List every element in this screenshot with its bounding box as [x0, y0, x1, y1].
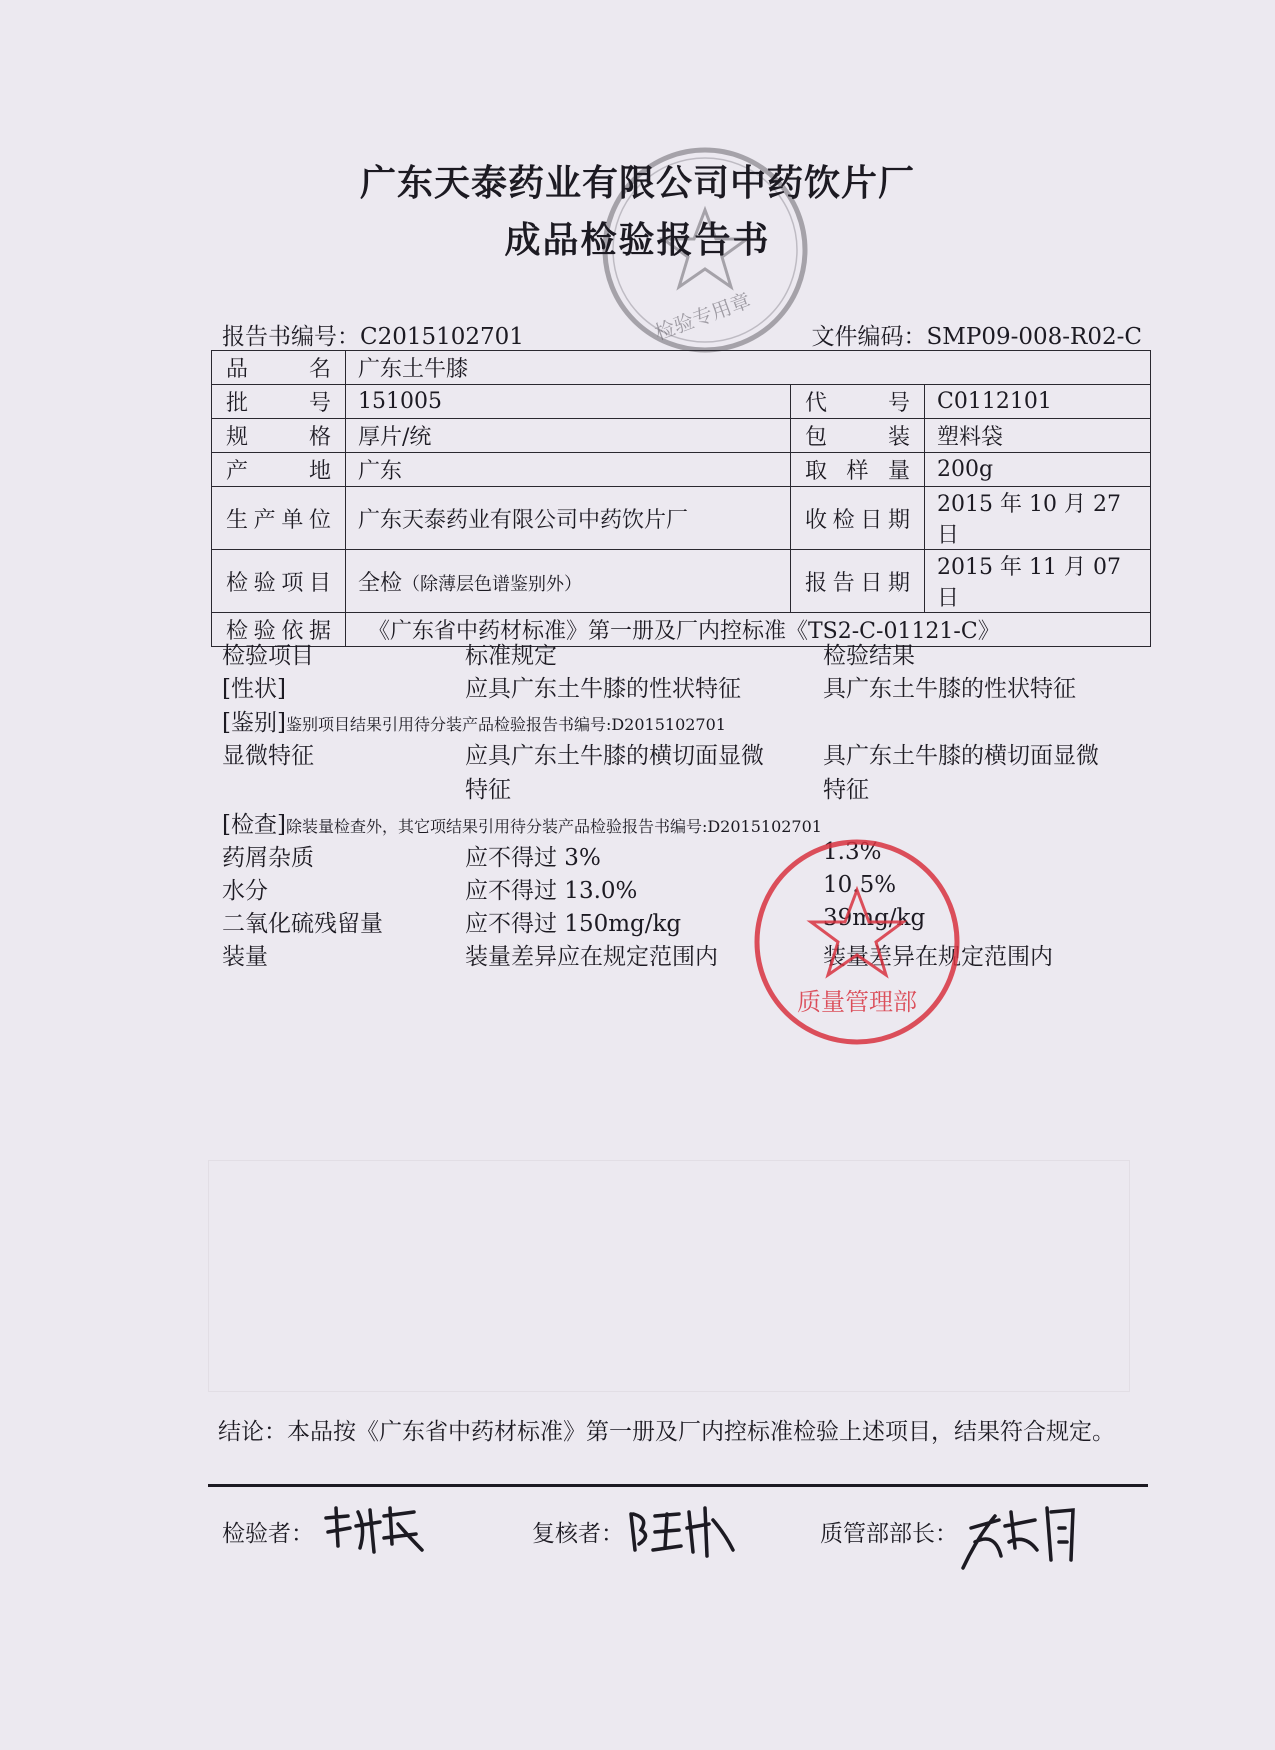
- conclusion-text: 结论：本品按《广东省中药材标准》第一册及厂内控标准检验上述项目，结果符合规定。: [218, 1419, 1115, 1445]
- file-code-value: SMP09-008-R02-C: [926, 324, 1142, 350]
- report-date-value: 2015 年 11 月 07 日: [925, 550, 1151, 613]
- items-value: [346, 550, 791, 613]
- impurity-result: 1.3%: [823, 839, 882, 865]
- micro-standard-line2: 特征: [465, 777, 511, 803]
- identify-label: [鉴别]: [222, 710, 286, 736]
- items-label: 检验项目: [212, 550, 346, 613]
- col-result-header: 检验结果: [823, 643, 915, 669]
- show-through-table-ghost: [208, 1160, 1130, 1392]
- file-code: [812, 318, 1142, 351]
- table-row: [212, 550, 1151, 613]
- report-number: [222, 318, 524, 351]
- water-label: 水分: [222, 878, 268, 904]
- reviewer-signature: [625, 1500, 737, 1560]
- items-main: 全检: [358, 570, 403, 596]
- appearance-result: 具广东土牛膝的性状特征: [823, 676, 1076, 702]
- inspector-label: 检验者：: [222, 1521, 314, 1547]
- col-standard-header: 标准规定: [465, 643, 557, 669]
- company-title: 广东天泰药业有限公司中药饮片厂: [359, 162, 915, 204]
- qa-department-seal-stamp: [745, 830, 970, 1055]
- so2-label: 二氧化硫残留量: [222, 911, 383, 937]
- origin-value: 广东: [346, 453, 791, 487]
- origin-label: 产地: [212, 453, 346, 487]
- micro-result-line2: 特征: [823, 777, 869, 803]
- load-result: 装量差异在规定范围内: [823, 944, 1053, 970]
- product-name-value: 广东土牛膝: [346, 351, 1151, 385]
- batch-value: 151005: [346, 385, 791, 419]
- impurity-standard: 应不得过 3%: [465, 845, 601, 871]
- table-row: [212, 419, 1151, 453]
- spec-label: 规格: [212, 419, 346, 453]
- spec-value: 厚片/统: [346, 419, 791, 453]
- table-row: [212, 351, 1151, 385]
- package-label: 包装: [791, 419, 925, 453]
- items-note: （除薄层色谱鉴别外）: [402, 573, 583, 595]
- reviewer-label: 复核者：: [532, 1521, 624, 1547]
- qa-head-label: 质管部部长：: [820, 1521, 958, 1547]
- so2-result: 39mg/kg: [823, 905, 926, 931]
- file-code-label: 文件编码：: [811, 324, 927, 350]
- producer-value: 广东天泰药业有限公司中药饮片厂: [346, 487, 791, 550]
- basis-label: 检验依据: [212, 613, 346, 647]
- basis-value: 《广东省中药材标准》第一册及厂内控标准《TS2-C-01121-C》: [346, 613, 1151, 647]
- table-row: [212, 613, 1151, 647]
- qa-head-signature: [955, 1498, 1080, 1578]
- appearance-label: [性状]: [222, 676, 286, 702]
- batch-label: 批号: [212, 385, 346, 419]
- code-value: C0112101: [925, 385, 1151, 419]
- identify-note: 鉴别项目结果引用待分装产品检验报告书编号:D2015102701: [285, 715, 726, 734]
- water-result: 10.5%: [823, 872, 897, 898]
- report-title: 成品检验报告书: [504, 219, 771, 261]
- so2-standard: 应不得过 150mg/kg: [465, 911, 682, 937]
- product-info-table: [211, 350, 1151, 647]
- svg-text:检验专用章: 检验专用章: [651, 288, 754, 345]
- micro-result-line1: 具广东土牛膝的横切面显微: [823, 743, 1099, 769]
- micro-standard-line1: 应具广东土牛膝的横切面显微: [465, 743, 764, 769]
- water-standard: 应不得过 13.0%: [465, 878, 638, 904]
- report-number-value: C2015102701: [360, 324, 524, 350]
- table-row: [212, 453, 1151, 487]
- appearance-standard: 应具广东土牛膝的性状特征: [465, 676, 741, 702]
- inspector-signature: [318, 1498, 428, 1560]
- table-row: [212, 385, 1151, 419]
- load-standard: 装量差异应在规定范围内: [465, 944, 718, 970]
- impurity-label: 药屑杂质: [222, 845, 314, 871]
- col-item-header: 检验项目: [222, 643, 314, 669]
- sample-value: 200g: [925, 453, 1151, 487]
- check-note: 除装量检查外，其它项结果引用待分装产品检验报告书编号:D2015102701: [285, 817, 822, 836]
- check-row: [222, 806, 822, 839]
- table-row: [212, 487, 1151, 550]
- divider-line: [208, 1484, 1148, 1487]
- report-number-label: 报告书编号：: [222, 324, 360, 350]
- receive-date-label: 收检日期: [791, 487, 925, 550]
- sample-label: 取样量: [791, 453, 925, 487]
- code-label: 代号: [791, 385, 925, 419]
- identify-row: [222, 704, 726, 737]
- report-date-label: 报告日期: [791, 550, 925, 613]
- load-label: 装量: [222, 944, 268, 970]
- svg-text:质量管理部: 质量管理部: [797, 988, 917, 1016]
- producer-label: 生产单位: [212, 487, 346, 550]
- package-value: 塑料袋: [925, 419, 1151, 453]
- product-name-label: 品名: [212, 351, 346, 385]
- receive-date-value: 2015 年 10 月 27 日: [925, 487, 1151, 550]
- check-label: [检查]: [222, 812, 286, 838]
- micro-label: 显微特征: [222, 743, 314, 769]
